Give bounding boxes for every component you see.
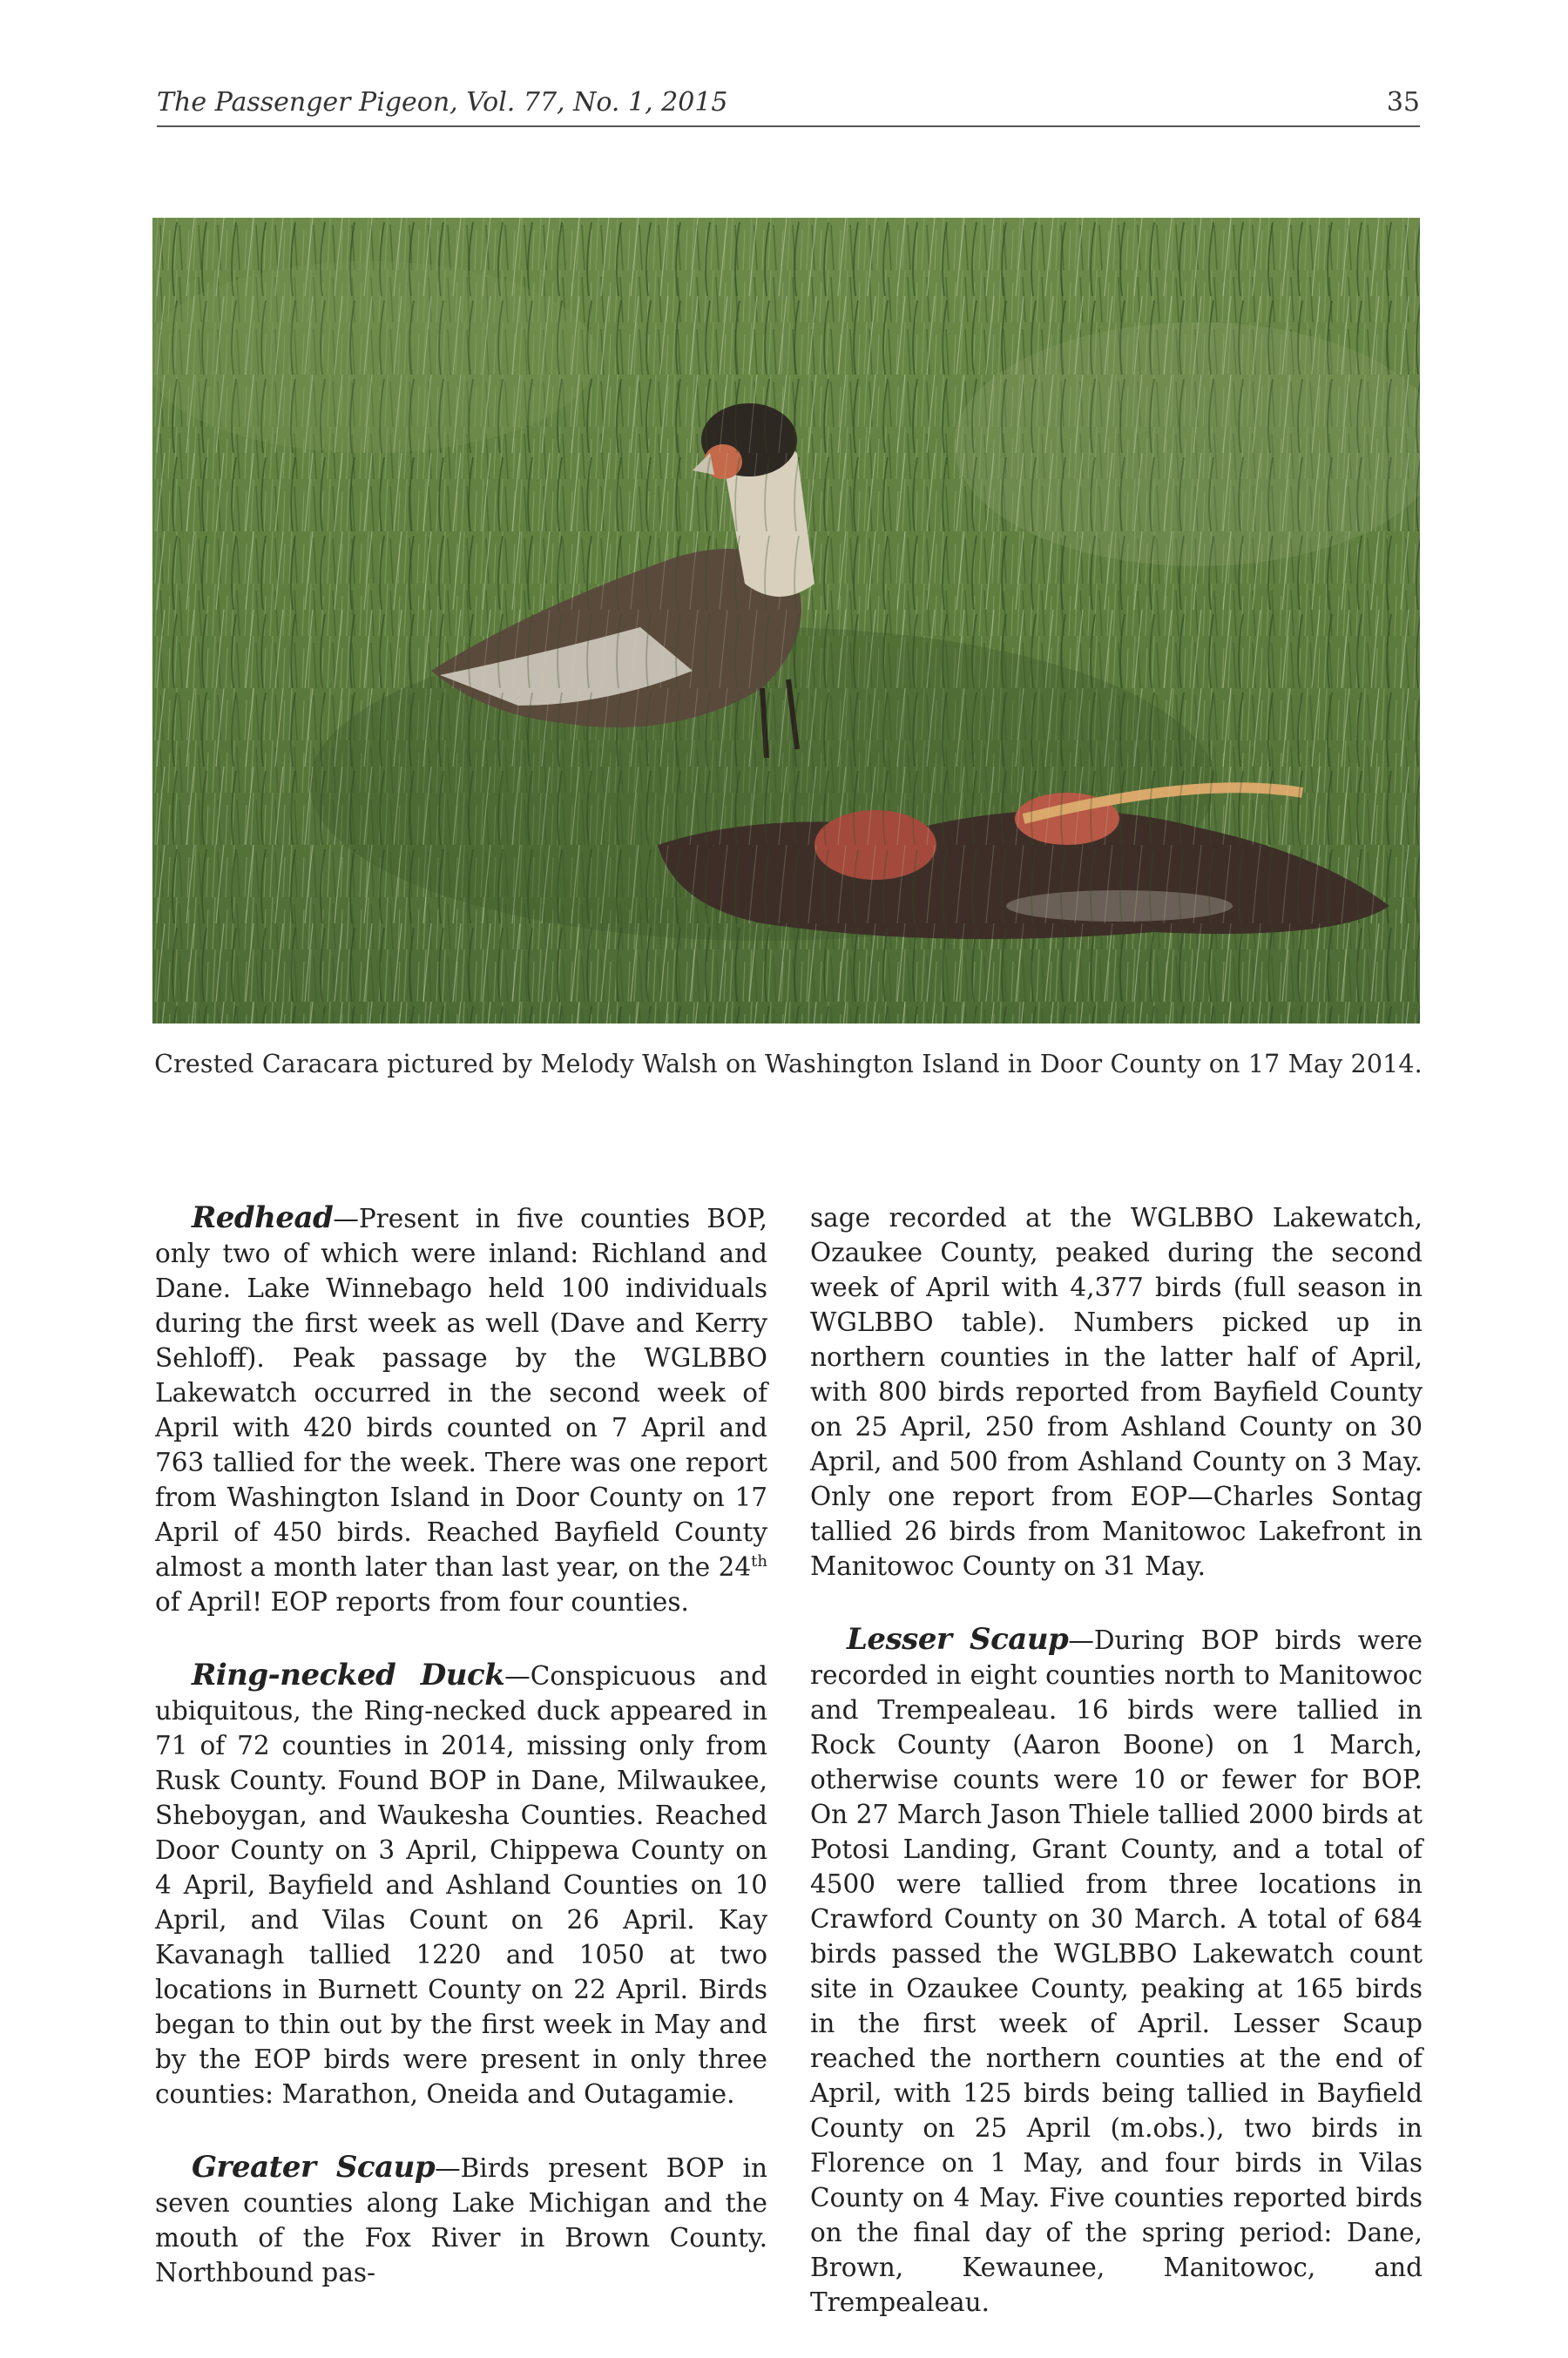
account-text: —Present in five counties BOP, only two of which were inland: Richland and Dane. Lake Winnebago held 100 individuals during the first week as well (Dave and Kerry Sehloff). Peak passage by the WGLBBO Lakewatch occurred in the second week of April with 420 birds counted on 7 April and 763 tallied for the week. There was one report from Washington Island in Door County on 17 April of 450 birds. Reached Bayfield County almost a month later than last year, on the 24	[155, 1204, 767, 1582]
account-text: —Conspicuous and ubiquitous, the Ring-necked duck appeared in 71 of 72 counties in 2014, missing only from Rusk County. Found BOP in Dane, Milwaukee, Sheboygan, and Waukesha Counties. Reached Door County on 3 April, Chippewa County on 4 April, Bayfield and Ashland Counties on 10 April, and Vilas Count on 26 April. Kay Kavanagh tallied 1220 and 1050 at two locations in Burnett County on 22 April. Birds began to thin out by the first week in May and by the EOP birds were present in only three counties: Marathon, Oneida and Outagamie.	[155, 1661, 767, 2109]
species-name: Redhead	[192, 1200, 334, 1235]
lesser-scaup-account	[810, 1622, 1423, 2320]
ring-necked-duck-account	[155, 1658, 767, 2111]
right-column	[810, 1200, 1423, 2358]
caracara-photo-illustration	[152, 218, 1420, 1024]
figure-caption: Crested Caracara pictured by Melody Walsh on Washington Island in Door County on 17 May 2014.	[154, 1050, 1423, 1078]
account-text: of April! EOP reports from four counties.	[155, 1587, 689, 1617]
greater-scaup-continued: sage recorded at the WGLBBO Lakewatch, Ozaukee County, peaked during the second week of April with 4,377 birds (full season in WGLBBO table). Numbers picked up in northern counties in the latter half of April, with 800 birds reported from Bayfield County on 25 April, 250 from Ashland County on 30 April, and 500 from Ashland County on 3 May. Only one report from EOP—Charles Sontag tallied 26 birds from Manitowoc Lakefront in Manitowoc County on 31 May.	[810, 1203, 1423, 1581]
account-text: —During BOP birds were recorded in eight counties north to Manitowoc and Trempealeau. 16 birds were tallied in Rock County (Aaron Boone) on 1 March, otherwise counts were 10 or fewer for BOP. On 27 March Jason Thiele tallied 2000 birds at Potosi Landing, Grant County, and a total of 4500 were tallied from three locations in Crawford County on 30 March. A total of 684 birds passed the WGLBBO Lakewatch count site in Ozaukee County, peaking at 165 birds in the first week of April. Lesser Scaup reached the northern counties at the end of April, with 125 birds being tallied in Bayfield County on 25 April (m.obs.), two birds in Florence on 1 May, and four birds in Vilas County on 4 May. Five counties reported birds on the final day of the spring period: Dane, Brown, Kewaunee, Manitowoc, and Trempealeau.	[810, 1625, 1423, 2317]
species-name: Lesser Scaup	[847, 1622, 1069, 1657]
caracara-photo	[152, 218, 1420, 1024]
greater-scaup-account	[155, 2150, 767, 2290]
redhead-account	[155, 1200, 767, 1619]
left-column	[155, 1200, 767, 2328]
ordinal-suffix: th	[751, 1552, 767, 1571]
account-text: —Birds present BOP in seven counties along Lake Michigan and the mouth of the Fox River in Brown County. Northbound pas-	[155, 2153, 767, 2287]
species-name: Greater Scaup	[192, 2150, 436, 2185]
journal-title: The Passenger Pigeon, Vol. 77, No. 1, 2015	[157, 87, 728, 118]
running-header	[157, 84, 1420, 127]
page-number: 35	[1386, 87, 1420, 118]
species-name: Ring-necked Duck	[192, 1658, 505, 1692]
